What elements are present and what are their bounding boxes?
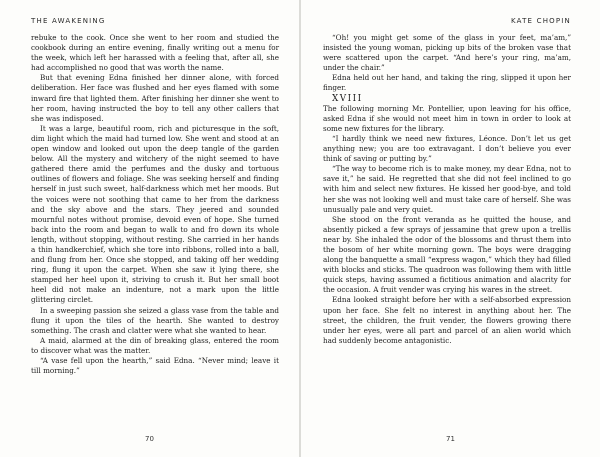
paragraph: “I hardly think we need new fixtures, Léonce. Don’t let us get anything new; you are too extravagant. I don’t believe you ever think of saving or putting by.” xyxy=(323,133,571,164)
paragraph: Edna looked straight before her with a self-absorbed expression upon her face. She felt no interest in anything about her. The street, the children, the fruit vender, the flowers growing there under her eyes, were all part and parcel of an alien world which had suddenly become antagonistic. xyxy=(323,295,571,345)
paragraph: But that evening Edna finished her dinner alone, with forced deliberation. Her face was flushed and her eyes flamed with some inward fire that lighted them. After finishing her dinner she went to her room, having instructed the boy to tell any other callers that she was indisposed. xyxy=(31,73,279,123)
chapter-heading: XVIII xyxy=(332,93,363,104)
paragraph: The following morning Mr. Pontellier, upon leaving for his office, asked Edna if she would not meet him in town in order to look at some new fixtures for the library. xyxy=(323,103,571,133)
paragraph: “Oh! you might get some of the glass in your feet, ma’am,” insisted the young woman, picking up bits of the broken vase that were scattered upon the carpet. “And here’s your ring, ma’am, under the chair.” xyxy=(323,33,571,73)
paragraph: She stood on the front veranda as he quitted the house, and absently picked a few sprays of jessamine that grew upon a trellis near by. She inhaled the odor of the blossoms and thrust them into the bosom of her white morning gown. The boys were dragging along the banquette a small “express wagon,” which they had filled with blocks and sticks. The quadroon was following them with little quick steps, having assumed a fictitious animation and alacrity for the occasion. A fruit vender was crying his wares in the street. xyxy=(323,214,571,295)
running-head-title: THE AWAKENING xyxy=(31,17,106,25)
paragraph: A maid, alarmed at the din of breaking glass, entered the room to discover what was the matter. xyxy=(31,335,279,355)
page-number: 71 xyxy=(446,435,455,443)
paragraph: rebuke to the cook. Once she went to her room and studied the cookbook during an entire evening, finally writing out a menu for the week, which left her harassed with a feeling that, after all, she had accomplished no good that was worth the name. xyxy=(31,33,279,73)
right-page-body xyxy=(323,33,571,346)
left-page-body xyxy=(31,33,279,376)
paragraph: In a sweeping passion she seized a glass vase from the table and flung it upon the tiles of the hearth. She wanted to destroy something. The crash and clatter were what she wanted to hear. xyxy=(31,305,279,335)
paragraph: “A vase fell upon the hearth,” said Edna. “Never mind; leave it till morning.” xyxy=(31,356,279,376)
page-number: 70 xyxy=(145,435,154,443)
running-head-author: KATE CHOPIN xyxy=(510,17,571,25)
paragraph: “The way to become rich is to make money, my dear Edna, not to save it,” he said. He regretted that she did not feel inclined to go with him and select new fixtures. He kissed her good-bye, and told her she was not looking well and must take care of herself. She was unusually pale and very quiet. xyxy=(323,164,571,214)
paragraph: Edna held out her hand, and taking the ring, slipped it upon her finger. xyxy=(323,73,571,93)
right-page xyxy=(301,0,600,457)
paragraph: It was a large, beautiful room, rich and picturesque in the soft, dim light which the maid had turned low. She went and stood at an open window and looked out upon the deep tangle of the garden below. All the mystery and witchery of the night seemed to have gathered there amid the perfumes and the dusky and tortuous outlines of flowers and foliage. She was seeking herself and finding herself in just such sweet, half-darkness which met her moods. But the voices were not soothing that came to her from the darkness and the sky above and the stars. They jeered and sounded mournful notes without promise, devoid even of hope. She turned back into the room and began to walk to and fro down its whole length, without stopping, without resting. She carried in her hands a thin handkerchief, which she tore into ribbons, rolled into a ball, and flung from her. Once she stopped, and taking off her wedding ring, flung it upon the carpet. When she saw it lying there, she stamped her heel upon it, striving to crush it. But her small boot heel did not make an indenture, not a mark upon the little glittering circlet. xyxy=(31,123,279,305)
left-page xyxy=(0,0,299,457)
